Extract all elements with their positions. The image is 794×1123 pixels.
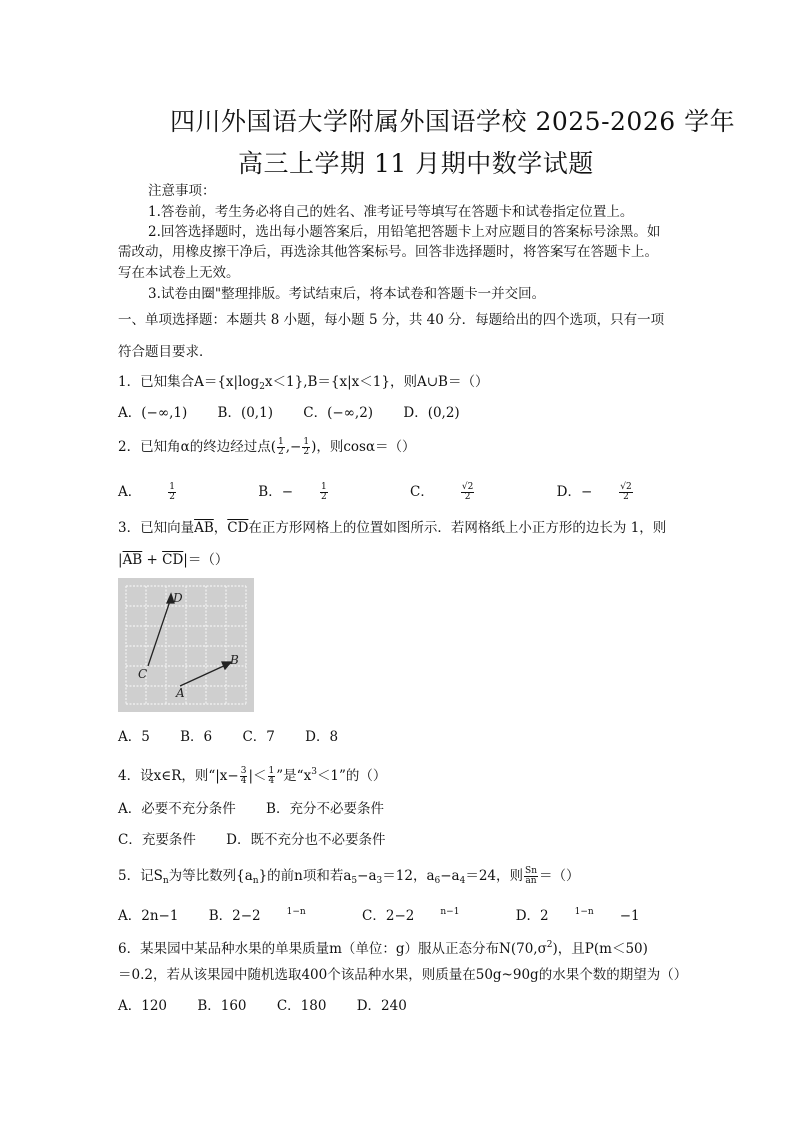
option-d[interactable]: D．(0,2) xyxy=(403,405,460,421)
option-c[interactable]: C．充要条件 xyxy=(118,832,196,848)
option-d[interactable]: D．240 xyxy=(356,998,407,1014)
option-a[interactable]: A．2n−1 xyxy=(118,908,179,924)
option-b[interactable]: B．6 xyxy=(180,729,213,745)
section-heading: 一、单项选择题：本题共 8 小题，每小题 5 分，共 40 分．每题给出的四个选项，只有一项 xyxy=(118,312,665,328)
option-b[interactable]: B．2−2 $^{1-n}$ xyxy=(208,907,306,924)
option-a[interactable]: A． $\frac{1}{2}$ xyxy=(118,482,175,502)
fraction: $\frac{1}{2}$ xyxy=(303,437,310,457)
option-b[interactable]: B．充分不必要条件 xyxy=(266,801,384,817)
option-c[interactable]: C．7 xyxy=(242,729,275,745)
notice-item-3: 3.试卷由圈"整理排版。考试结束后，将本试卷和答题卡一并交回。 xyxy=(148,286,546,302)
option-c[interactable]: C．2−2 $^{n-1}$ xyxy=(362,907,460,924)
question-3-options xyxy=(118,728,364,746)
question-2-stem: 2．已知角α的终边经过点( $\frac{1}{2}$ ,− $\frac{1}{2}$ )，则cosα＝（） xyxy=(118,437,416,457)
point-label-a: A xyxy=(176,686,185,700)
point-label-c: C xyxy=(138,667,148,681)
section-heading-cont: 符合题目要求． xyxy=(118,344,213,360)
question-6-stem-cont: ＝0.2，若从该果园中随机选取400个该品种水果，则质量在50g~90g的水果个数的期望为（） xyxy=(118,967,688,983)
exam-title-line1: 四川外国语大学附属外国语学校 2025-2026 学年 xyxy=(170,107,736,136)
notice-item-2: 2.回答选择题时，选出每小题答案后，用铅笔把答题卡上对应题目的答案标号涂黑。如 xyxy=(148,224,661,240)
question-3-stem: 3．已知向量$\overline{AB}$，$\overline{CD}$在正方形网格上的位置如图所示．若网格纸上小正方形的边长为 1，则 xyxy=(118,520,667,536)
question-5-options xyxy=(118,903,692,925)
option-d[interactable]: D．2 $^{1-n}$ −1 xyxy=(515,907,640,924)
option-a[interactable]: A．5 xyxy=(118,729,150,745)
question-2-options xyxy=(118,483,711,502)
point-label-b: B xyxy=(230,653,239,667)
point-label-d: D xyxy=(173,591,183,605)
question-5-stem: 5．记$S_n$为等比数列$\{a_n\}$的前n项和若$a_5-a_3=12$，$a_6-a_4=24$，则 $\frac{Sn}{an}$ ＝（） xyxy=(118,866,580,886)
question-4-options-row2 xyxy=(118,831,411,849)
vector-grid-figure xyxy=(118,578,254,712)
option-c[interactable]: C． $\frac{√2}{2}$ xyxy=(410,482,474,502)
question-6-stem: 6．某果园中某品种水果的单果质量m（单位：g）服从正态分布$N(70,\sigma^2)$，且P(m＜50) xyxy=(118,940,648,957)
question-1-stem: 1．已知集合$A=\{x|\log_2x<1\},B=\{x|x<1\}$，则A∪B＝（） xyxy=(118,374,489,392)
question-6-options xyxy=(118,997,433,1015)
question-4-options-row1 xyxy=(118,800,410,818)
question-4-stem: 4．设x∈R，则“|x− $\frac{3}{4}$ |＜ $\frac{1}{4}$ ”是“$x^3<1$”的（） xyxy=(118,766,387,786)
option-d[interactable]: D．8 xyxy=(305,729,339,745)
notice-heading: 注意事项： xyxy=(148,183,216,199)
exam-title-line2: 高三上学期 11 月期中数学试题 xyxy=(238,149,594,178)
option-a[interactable]: A．120 xyxy=(118,998,168,1014)
question-3-stem-cont: $|\overline{AB} + \overline{CD}|=()$ xyxy=(118,552,229,568)
option-c[interactable]: C．180 xyxy=(276,998,327,1014)
option-d[interactable]: D．既不充分也不必要条件 xyxy=(226,832,386,848)
question-1-options xyxy=(118,404,486,422)
fraction: $\frac{1}{2}$ xyxy=(277,437,284,457)
option-d[interactable]: D．− $\frac{√2}{2}$ xyxy=(556,482,632,502)
option-b[interactable]: B．160 xyxy=(197,998,247,1014)
notice-item-2-cont: 需改动，用橡皮擦干净后，再选涂其他答案标号。回答非选择题时，将答案写在答题卡上。 xyxy=(118,244,658,260)
notice-item-2-end: 写在本试卷上无效。 xyxy=(118,265,240,281)
option-a[interactable]: A．(−∞,1) xyxy=(118,405,188,421)
option-a[interactable]: A．必要不充分条件 xyxy=(118,801,236,817)
option-b[interactable]: B．− $\frac{1}{2}$ xyxy=(258,482,327,502)
option-c[interactable]: C．(−∞,2) xyxy=(303,405,374,421)
notice-item-1: 1.答卷前，考生务必将自己的姓名、准考证号等填写在答题卡和试卷指定位置上。 xyxy=(148,204,634,220)
option-b[interactable]: B．(0,1) xyxy=(217,405,273,421)
